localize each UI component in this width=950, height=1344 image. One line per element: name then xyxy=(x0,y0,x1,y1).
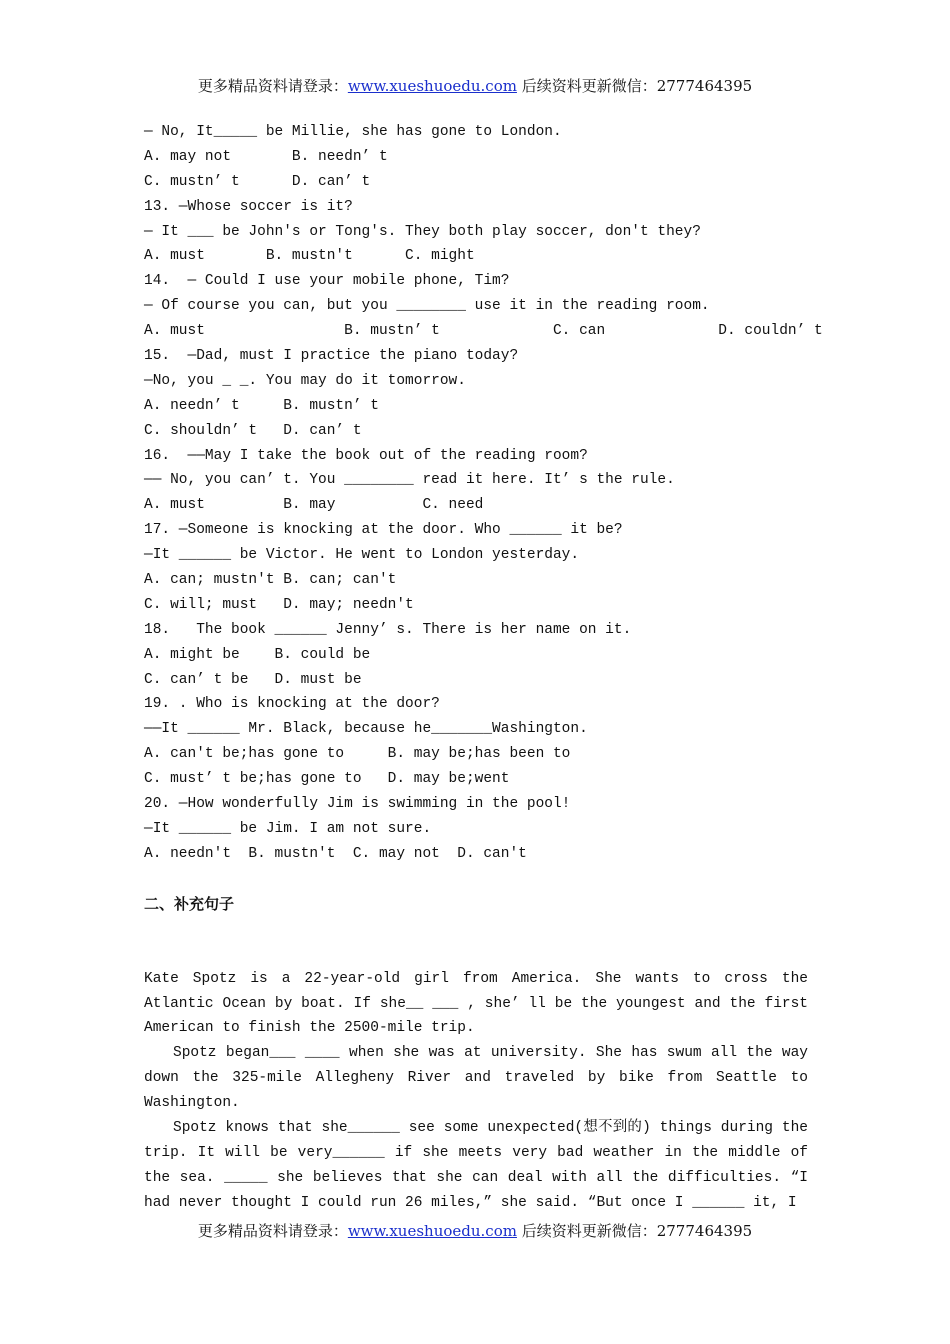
question-line: A. must B. mustn't C. might xyxy=(144,248,475,265)
question-line: A. can't be;has gone to B. may be;has been to xyxy=(144,746,571,763)
question-line: —It ______ be Jim. I am not sure. xyxy=(144,820,432,837)
question-line: C. must’ t be;has gone to D. may be;went xyxy=(144,771,510,788)
question-line: 20. —How wonderfully Jim is swimming in the pool! xyxy=(144,796,571,813)
header-suffix: 后续资料更新微信：2777464395 xyxy=(516,77,753,95)
header-prefix: 更多精品资料请登录： xyxy=(197,77,348,95)
question-line: A. might be B. could be xyxy=(144,646,371,663)
question-line: ——It ______ Mr. Black, because he_______Washington. xyxy=(144,721,588,738)
question-line: A. needn't B. mustn't C. may not D. can't xyxy=(144,845,527,862)
question-line: C. shouldn’ t D. can’ t xyxy=(144,422,362,439)
question-line: —— No, you can’ t. You ________ read it here. It’ s the rule. xyxy=(144,472,675,489)
passage-paragraph: Spotz began___ ____ when she was at university. She has swum all the way down the 325-mile Allegheny River and traveled by bike from Seattle to Washington. xyxy=(144,1045,808,1112)
question-line: 18. The book ______ Jenny’ s. There is her name on it. xyxy=(144,621,632,638)
exercise-content xyxy=(144,120,823,1216)
footer-suffix: 后续资料更新微信：2777464395 xyxy=(516,1222,753,1240)
question-line: 19. . Who is knocking at the door? xyxy=(144,696,440,713)
question-line: —No, you _ _. You may do it tomorrow. xyxy=(144,372,466,389)
passage-paragraph: Spotz knows that she______ see some unexpected(想不到的) things during the trip. It will be very______ if she meets very bad weather in the middle of the sea. _____ she believes that she can deal with all the difficulties. “I had never thought I could run 26 miles,” she said. “But once I ______ it, I xyxy=(144,1120,808,1211)
question-line: 15. —Dad, must I practice the piano today? xyxy=(144,348,519,365)
passage-paragraph: Kate Spotz is a 22-year-old girl from America. She wants to cross the Atlantic Ocean by boat. If she__ ___ , she’ ll be the youngest and the first American to finish the 2500-mile trip. xyxy=(144,970,808,1037)
question-line: —It ______ be Victor. He went to London yesterday. xyxy=(144,547,580,564)
footer-prefix: 更多精品资料请登录： xyxy=(197,1222,348,1240)
question-line: A. must B. mustn’ t C. can D. couldn’ t xyxy=(144,323,823,340)
question-line: 17. —Someone is knocking at the door. Who ______ it be? xyxy=(144,522,623,539)
header-link[interactable]: www.xueshuoedu.com xyxy=(347,77,517,95)
question-line: A. must B. may C. need xyxy=(144,497,484,514)
question-line: 14. — Could I use your mobile phone, Tim? xyxy=(144,273,510,290)
question-line: A. may not B. needn’ t xyxy=(144,148,388,165)
question-line: — No, It_____ be Millie, she has gone to London. xyxy=(144,124,562,140)
question-line: C. will; must D. may; needn't xyxy=(144,596,414,613)
question-line: A. can; mustn't B. can; can't xyxy=(144,572,397,589)
question-line: — Of course you can, but you ________ use it in the reading room. xyxy=(144,298,710,315)
question-line: A. needn’ t B. mustn’ t xyxy=(144,397,379,414)
question-line: C. mustn’ t D. can’ t xyxy=(144,173,371,190)
question-line: C. can’ t be D. must be xyxy=(144,671,362,688)
footer-link[interactable]: www.xueshuoedu.com xyxy=(347,1222,517,1240)
question-line: — It ___ be John's or Tong's. They both play soccer, don't they? xyxy=(144,223,701,240)
question-line: 16. ——May I take the book out of the reading room? xyxy=(144,447,588,464)
header-banner xyxy=(0,75,950,96)
question-line: 13. —Whose soccer is it? xyxy=(144,198,353,215)
footer-banner xyxy=(0,1220,950,1241)
section-title: 二、补充句子 xyxy=(144,894,235,913)
